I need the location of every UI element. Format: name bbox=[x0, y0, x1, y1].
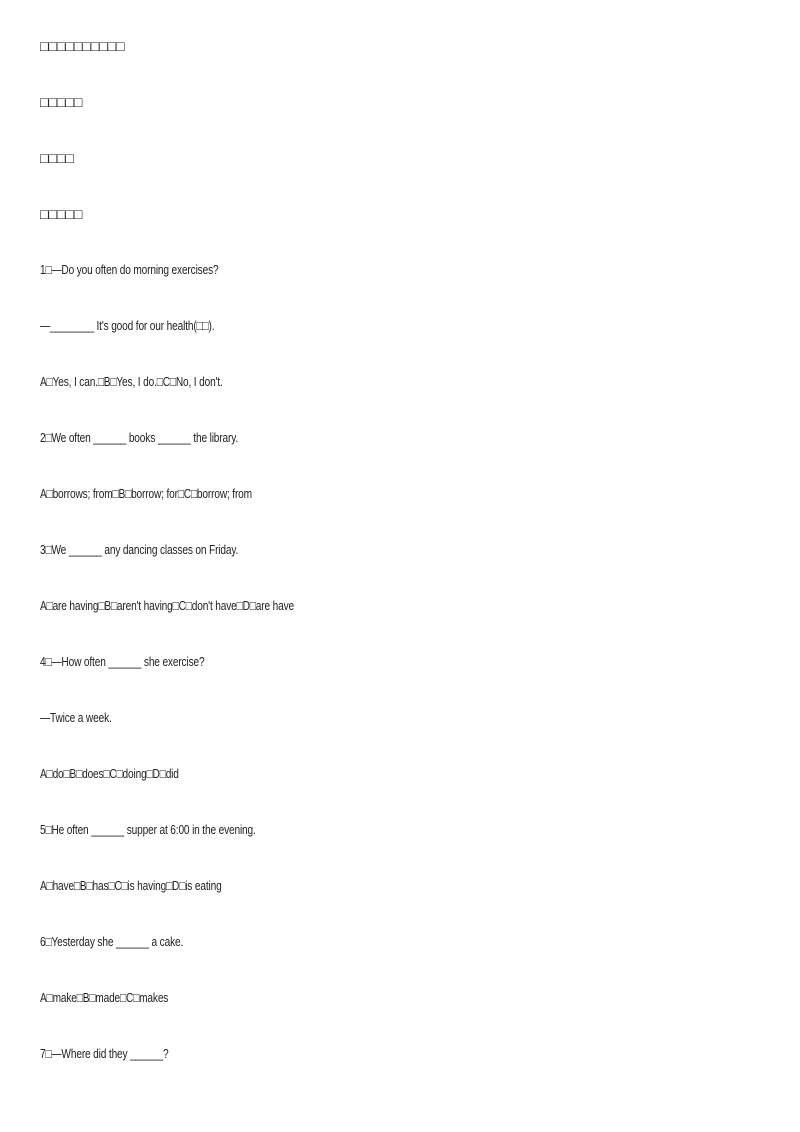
question-3-options: A□are having□B□aren't having□C□don't have□D□are have bbox=[40, 598, 294, 613]
question-6: 6□Yesterday she ______ a cake. bbox=[40, 934, 184, 949]
section-heading: □□□□ bbox=[40, 150, 74, 166]
question-1-options: A□Yes, I can.□B□Yes, I do.□C□No, I don't. bbox=[40, 374, 223, 389]
question-1-response: —________ It's good for our health(□□). bbox=[40, 318, 215, 333]
question-4-response: —Twice a week. bbox=[40, 710, 112, 725]
question-5: 5□He often ______ supper at 6:00 in the evening. bbox=[40, 822, 256, 837]
question-3: 3□We ______ any dancing classes on Friday. bbox=[40, 542, 239, 557]
question-5-options: A□have□B□has□C□is having□D□is eating bbox=[40, 878, 222, 893]
section-heading: □□□□□ bbox=[40, 206, 83, 222]
question-4: 4□—How often ______ she exercise? bbox=[40, 654, 205, 669]
question-7: 7□—Where did they ______? bbox=[40, 1046, 169, 1061]
question-6-options: A□make□B□made□C□makes bbox=[40, 990, 169, 1005]
question-1: 1□—Do you often do morning exercises? bbox=[40, 262, 219, 277]
question-2-options: A□borrows; from□B□borrow; for□C□borrow; from bbox=[40, 486, 252, 501]
question-2: 2□We often ______ books ______ the library. bbox=[40, 430, 239, 445]
section-heading: □□□□□ bbox=[40, 94, 83, 110]
document-title: □□□□□□□□□□ bbox=[40, 38, 125, 54]
question-4-options: A□do□B□does□C□doing□D□did bbox=[40, 766, 179, 781]
